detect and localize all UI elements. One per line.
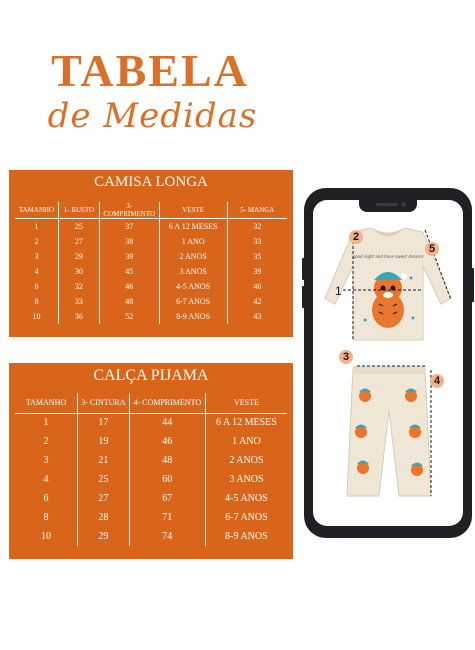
pants-table-row	[15, 432, 287, 451]
pants-size-table-card	[9, 363, 293, 559]
pants-table-header-row	[15, 393, 287, 413]
shirt-print-text: good night and have sweet dreams	[352, 254, 424, 259]
pants-table-cell: 6	[15, 489, 78, 508]
shirt-table-cell: 30	[59, 264, 100, 279]
pants-table-cell: 46	[129, 432, 205, 451]
pants-table-cell: 28	[78, 508, 130, 527]
shirt-table-cell: 37	[99, 219, 159, 234]
pants-table-cell: 1 ANO	[232, 436, 261, 447]
pants-image	[347, 366, 431, 496]
shirt-col-fits: VESTE	[159, 202, 227, 219]
shirt-table-cell: 35	[253, 251, 262, 261]
pants-table-cell: 4-5 ANOS	[225, 493, 268, 504]
shirt-table-cell: 39	[253, 266, 262, 276]
shirt-table-cell: 52	[99, 309, 159, 324]
shirt-table-cell: 1	[15, 219, 59, 234]
shirt-table-cell: 1 ANO	[159, 234, 227, 249]
shirt-table-row	[15, 219, 287, 234]
pants-table-cell: 2	[15, 432, 78, 451]
shirt-table-cell: 25	[59, 219, 100, 234]
pants-col-length: 4- COMPRIMENTO	[129, 393, 205, 413]
shirt-table-cell: 36	[59, 309, 100, 324]
marker-5-badge: 5	[425, 242, 439, 256]
phone-side-button	[471, 268, 474, 302]
pants-table-cell: 3	[15, 451, 78, 470]
shirt-table-cell: 8	[15, 294, 59, 309]
shirt-table-cell: 48	[99, 294, 159, 309]
shirt-size-table-card	[9, 170, 293, 337]
pants-table-row	[15, 451, 287, 470]
shirt-size-table	[15, 202, 287, 324]
shirt-table-cell: 27	[59, 234, 100, 249]
shirt-table-cell: 32	[59, 279, 100, 294]
shirt-table-cell: 4	[15, 264, 59, 279]
pants-table-cell: 6-7 ANOS	[225, 512, 268, 523]
shirt-table-cell: 40	[253, 281, 262, 291]
shirt-table-cell: 2	[15, 234, 59, 249]
shirt-table-cell: 38	[99, 234, 159, 249]
shirt-table-cell: 10	[15, 309, 59, 324]
pants-table-cell: 74	[129, 527, 205, 546]
pants-table-cell: 60	[129, 470, 205, 489]
shirt-col-size: TAMANHO	[15, 202, 59, 219]
phone-side-button	[302, 258, 305, 280]
pants-size-table	[15, 393, 287, 546]
marker-3-badge: 3	[339, 350, 353, 364]
pants-table-cell: 17	[78, 413, 130, 432]
shirt-table-cell: 3	[15, 249, 59, 264]
pants-table-cell: 71	[129, 508, 205, 527]
pants-table-title: CALÇA PIJAMA	[93, 367, 209, 384]
shirt-table-cell: 3 ANOS	[159, 264, 227, 279]
pants-col-fits: VESTE	[205, 393, 287, 413]
shirt-table-header-row	[15, 202, 287, 219]
shirt-table-cell: 6	[15, 279, 59, 294]
pants-table-row	[15, 527, 287, 546]
shirt-table-cell: 6-7 ANOS	[159, 294, 227, 309]
shirt-table-row	[15, 234, 287, 249]
pants-table-row	[15, 470, 287, 489]
marker-2-badge: 2	[349, 230, 363, 244]
pants-table-cell: 48	[129, 451, 205, 470]
pants-table-cell: 8	[15, 508, 78, 527]
shirt-col-length: 3- COMPRIMENTO	[99, 202, 159, 219]
shirt-table-row	[15, 279, 287, 294]
phone-mockup	[304, 188, 472, 538]
phone-speaker	[376, 203, 398, 206]
pants-table-cell: 67	[129, 489, 205, 508]
pajama-illustration	[313, 200, 463, 526]
shirt-col-bust: 1- BUSTO	[59, 202, 100, 219]
phone-notch	[359, 200, 417, 212]
pants-col-size: TAMANHO	[15, 393, 78, 413]
pants-table-cell: 2 ANOS	[229, 455, 264, 466]
phone-side-button	[302, 286, 305, 308]
shirt-table-cell: 46	[99, 279, 159, 294]
pants-col-waist: 3- CINTURA	[78, 393, 130, 413]
shirt-table-cell: 45	[99, 264, 159, 279]
pants-table-cell: 27	[78, 489, 130, 508]
phone-screen	[313, 200, 463, 526]
shirt-table-cell: 4-5 ANOS	[159, 279, 227, 294]
pants-table-cell: 8-9 ANOS	[225, 531, 268, 542]
pants-table-cell: 19	[78, 432, 130, 451]
shirt-table-cell: 43	[253, 311, 262, 321]
pants-table-cell: 29	[78, 527, 130, 546]
pants-table-cell: 10	[15, 527, 78, 546]
shirt-table-cell: 8-9 ANOS	[159, 309, 227, 324]
shirt-table-cell: 29	[59, 249, 100, 264]
pants-table-cell: 44	[129, 413, 205, 432]
pants-table-cell: 6 A 12 MESES	[216, 417, 277, 429]
shirt-table-cell: 33	[59, 294, 100, 309]
pants-table-row	[15, 508, 287, 527]
pants-table-row	[15, 413, 287, 432]
pants-table-cell: 25	[78, 470, 130, 489]
pants-table-cell: 3 ANOS	[229, 474, 264, 485]
pants-table-cell: 1	[15, 413, 78, 432]
shirt-table-row	[15, 264, 287, 279]
marker-1-label: 1	[335, 284, 342, 298]
shirt-table-cell: 32	[253, 221, 262, 231]
phone-camera	[401, 202, 406, 207]
shirt-table-cell: 6 A 12 MESES	[159, 219, 227, 234]
title-subheading: de Medidas	[47, 96, 258, 136]
pants-table-row	[15, 489, 287, 508]
pants-table-cell: 21	[78, 451, 130, 470]
shirt-table-cell: 42	[253, 296, 262, 306]
shirt-table-row	[15, 294, 287, 309]
shirt-table-row	[15, 309, 287, 324]
title-heading: TABELA	[51, 45, 249, 96]
pants-table-cell: 4	[15, 470, 78, 489]
shirt-table-cell: 2 ANOS	[159, 249, 227, 264]
shirt-table-title: CAMISA LONGA	[94, 174, 208, 190]
shirt-table-cell: 39	[99, 249, 159, 264]
marker-4-badge: 4	[430, 374, 444, 388]
shirt-col-sleeve: 5- MANGA	[227, 202, 287, 219]
shirt-table-row	[15, 249, 287, 264]
shirt-table-cell: 33	[253, 236, 262, 246]
